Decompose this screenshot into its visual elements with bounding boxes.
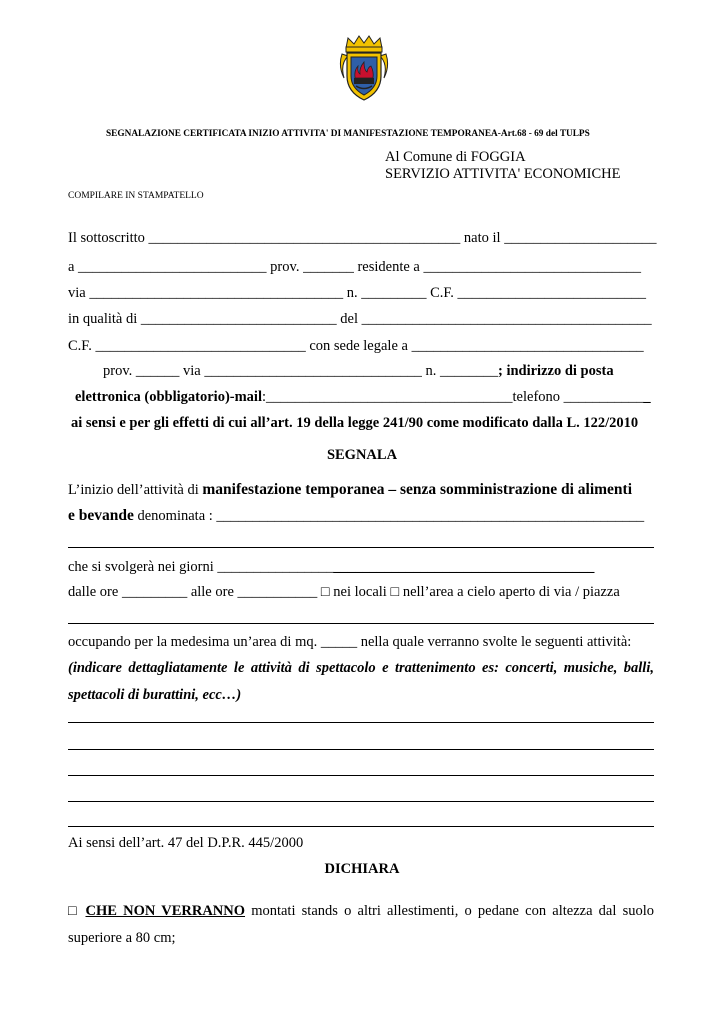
denominata-text: denominata : ___________________________________________________________ [133,508,645,524]
field-cf-sede[interactable]: C.F. _____________________________ con sede legale a ________________________________ [68,338,644,354]
blank-line-3[interactable] [68,722,654,723]
field-area[interactable]: occupando per la medesima un’area di mq. _____ nella quale verranno svolte le seguenti attività: [68,634,632,650]
field-days[interactable] [68,559,594,576]
blank-line-5[interactable] [68,775,654,776]
field-denominata[interactable] [68,507,644,525]
bevande-bold: e bevande [68,507,134,524]
phone-end: _ [643,389,651,405]
email-label-2: elettronica (obbligatorio)-mail [75,389,262,405]
coat-of-arms [338,34,390,102]
blank-line-1[interactable] [68,547,654,548]
instruction-text: COMPILARE IN STAMPATELLO [68,191,204,201]
email-label-1: ; indirizzo di posta [497,363,614,379]
days-text: che si svolgerà nei giorni ________________ [68,559,334,575]
form-title: SEGNALAZIONE CERTIFICATA INIZIO ATTIVITA' DI MANIFESTAZIONE TEMPORANEA-Art.68 - 69 del TULPS [106,129,590,139]
field-hours[interactable]: dalle ore _________ alle ore ___________ □ nei locali □ nell’area a cielo aperto di via / piazza [68,584,620,600]
recipient-line-2: SERVIZIO ATTIVITA' ECONOMICHE [385,166,621,182]
segnala-heading: SEGNALA [326,447,398,463]
field-residenza[interactable]: a __________________________ prov. _______ residente a ______________________________ [68,259,641,275]
dichiara-heading: DICHIARA [324,861,400,877]
blank-line-4[interactable] [68,749,654,750]
checkbox-icon[interactable]: □ [68,903,80,919]
prov-via-text: prov. ______ via ______________________________ n. ________ [103,363,498,379]
activity-intro [68,481,632,499]
dpr-reference: Ai sensi dell’art. 47 del D.P.R. 445/2000 [68,835,304,851]
declaration-item [68,898,654,952]
recipient-line-1: Al Comune di FOGGIA [385,149,526,165]
blank-line-7[interactable] [68,826,654,827]
blank-line-2[interactable] [68,623,654,624]
intro-text: L’inizio dell’attività di [68,482,203,498]
activities-note: (indicare dettagliatamente le attività di spettacolo e trattenimento es: concerti, musiche, balli, spettacoli di burattini, ecc…) [68,660,654,703]
coat-of-arms-icon [338,34,390,102]
field-via[interactable]: via ___________________________________ n. _________ C.F. __________________________ [68,285,647,301]
blank-line-6[interactable] [68,801,654,802]
field-sottoscritto[interactable]: Il sottoscritto ___________________________________________ nato il _____________________ [68,230,657,246]
intro-bold: manifestazione temporanea – senza somministrazione di alimenti [202,481,633,498]
declaration-text: montati stands o altri allestimenti, o pedane con altezza dal suolo superiore a 80 cm; [68,903,654,946]
days-bold-blank: ____________________________________ [333,559,595,575]
field-prov-email[interactable] [103,363,614,380]
field-email-phone[interactable] [75,389,651,406]
field-qualita[interactable]: in qualità di ___________________________ del ________________________________________ [68,311,652,327]
legal-reference: ai sensi e per gli effetti di cui all’art. 19 della legge 241/90 come modificato dalla L. 122/2010 [71,415,639,431]
declaration-bold: CHE NON VERRANNO [85,903,246,919]
email-phone-text: :__________________________________telefono ___________ [262,389,644,405]
